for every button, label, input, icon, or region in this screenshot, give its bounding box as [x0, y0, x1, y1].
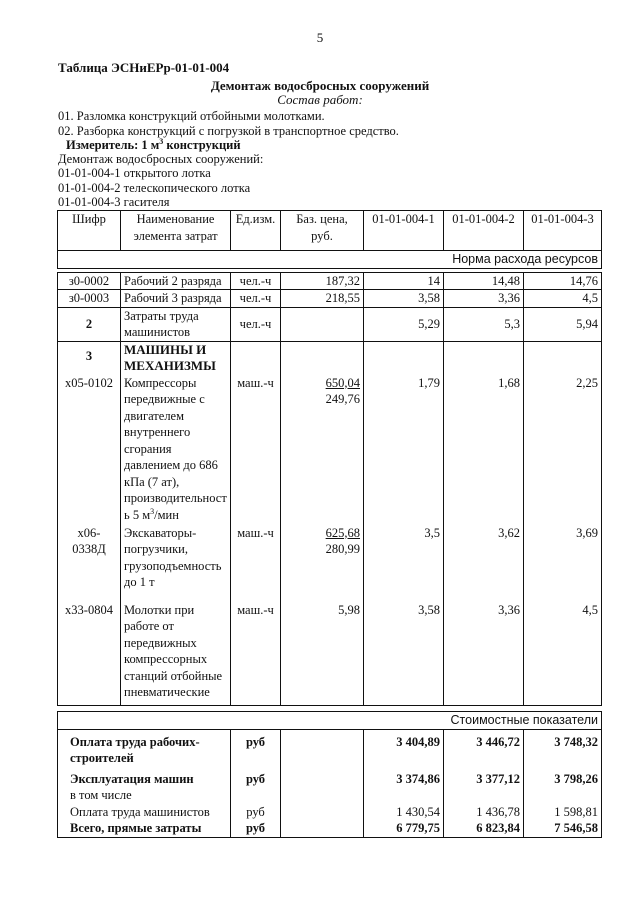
row-price: 218,55 [281, 290, 364, 308]
row-v1: 3,58 [364, 290, 444, 308]
header-unit: Ед.изм. [231, 211, 281, 251]
cost-machines-v3: 3 798,26 [524, 767, 602, 804]
cost-labor-v2: 3 446,72 [444, 729, 524, 767]
cost-machines-v1: 3 374,86 [364, 767, 444, 804]
header-price: Баз. цена, руб. [281, 211, 364, 251]
header-col1: 01-01-004-1 [364, 211, 444, 251]
cost-machinist-v1: 1 430,54 [364, 804, 444, 821]
table-row [58, 375, 602, 525]
cost-machinist-name: Оплата труда машинистов [58, 804, 231, 821]
machinist-unit: чел.-ч [231, 307, 281, 341]
header-row [58, 211, 602, 251]
row-v2: 3,36 [444, 290, 524, 308]
cost-total-v3: 7 546,58 [524, 820, 602, 837]
row-name: Рабочий 2 разряда [121, 272, 231, 290]
cost-total-name: Всего, прямые затраты [58, 820, 231, 837]
cost-row-labor [58, 729, 602, 767]
table-row [58, 290, 602, 308]
machinist-row [58, 307, 602, 341]
row-name: Рабочий 3 разряда [121, 290, 231, 308]
measure-line: Измеритель: 1 $м^3$ конструкций [66, 136, 241, 152]
row-code: х05-0102 [58, 375, 121, 525]
header-code: Шифр [58, 211, 121, 251]
cost-machinist-unit: руб [231, 804, 281, 821]
note-resources: Норма расхода ресурсов [58, 251, 602, 269]
row-unit: чел.-ч [231, 290, 281, 308]
row-v2: 14,48 [444, 272, 524, 290]
cost-machines-v2: 3 377,12 [444, 767, 524, 804]
table-row [58, 525, 602, 602]
row-code: х06-0338Д [58, 525, 121, 602]
work-item-2: 02. Разборка конструкций с погрузкой в транспортное средство. [58, 124, 399, 138]
table-row [58, 602, 602, 706]
row-code: з0-0003 [58, 290, 121, 308]
cost-labor-name: Оплата труда рабочих- строителей [58, 729, 231, 767]
variant-2: 01-01-004-2 телескопического лотка [58, 181, 251, 195]
row-v1: 14 [364, 272, 444, 290]
row-price: 625,68 280,99 [281, 525, 364, 602]
subheading: Состав работ: [277, 92, 363, 107]
machinist-v2: 5,3 [444, 307, 524, 341]
variant-3: 01-01-004-3 гасителя [58, 195, 170, 209]
row-name: Молотки при работе от передвижных компрессорных станций отбойные пневматические [121, 602, 231, 706]
row-price: 187,32 [281, 272, 364, 290]
row-unit: маш.-ч [231, 602, 281, 706]
row-v1: 3,5 [364, 525, 444, 602]
row-unit: чел.-ч [231, 272, 281, 290]
cost-total-v1: 6 779,75 [364, 820, 444, 837]
machines-section-row [58, 341, 602, 375]
cost-row-machinist [58, 804, 602, 821]
heading: Демонтаж водосбросных сооружений [210, 78, 430, 93]
cost-row-machines [58, 767, 602, 804]
cost-total-unit: руб [231, 820, 281, 837]
scope-label: Демонтаж водосбросных сооружений: [58, 152, 264, 166]
header-col2: 01-01-004-2 [444, 211, 524, 251]
cost-labor-v3: 3 748,32 [524, 729, 602, 767]
row-v3: 4,5 [524, 602, 602, 706]
row-code: з0-0002 [58, 272, 121, 290]
row-v2: 1,68 [444, 375, 524, 525]
row-name: Экскаваторы- погрузчики, грузоподъемность до 1 т [121, 525, 231, 602]
header-col3: 01-01-004-3 [524, 211, 602, 251]
row-price: 5,98 [281, 602, 364, 706]
machinist-v1: 5,29 [364, 307, 444, 341]
machinist-v3: 5,94 [524, 307, 602, 341]
machines-section-code: 3 [58, 341, 121, 375]
row-v3: 2,25 [524, 375, 602, 525]
machinist-code: 2 [58, 307, 121, 341]
cost-labor-unit: руб [231, 729, 281, 767]
cost-machinist-v2: 1 436,78 [444, 804, 524, 821]
machines-section-title: МАШИНЫ И МЕХАНИЗМЫ [121, 341, 231, 375]
row-v2: 3,62 [444, 525, 524, 602]
note-costs: Стоимостные показатели [58, 712, 602, 730]
note-resources-row [58, 251, 602, 269]
machinist-name: Затраты труда машинистов [121, 307, 231, 341]
row-v3: 14,76 [524, 272, 602, 290]
resource-table [57, 210, 602, 838]
table-title: Таблица ЭСНиЕРр-01-01-004 [58, 60, 230, 75]
cost-row-total [58, 820, 602, 837]
cost-machines-unit: руб [231, 767, 281, 804]
note-costs-row [58, 712, 602, 730]
row-price: 650,04 249,76 [281, 375, 364, 525]
cost-machinist-v3: 1 598,81 [524, 804, 602, 821]
row-v3: 3,69 [524, 525, 602, 602]
page-number: 5 [316, 30, 324, 45]
row-v1: 1,79 [364, 375, 444, 525]
row-v1: 3,58 [364, 602, 444, 706]
table-row [58, 272, 602, 290]
variant-1: 01-01-004-1 открытого лотка [58, 166, 211, 180]
work-item-1: 01. Разломка конструкций отбойными молотками. [58, 109, 325, 123]
row-unit: маш.-ч [231, 375, 281, 525]
row-code: х33-0804 [58, 602, 121, 706]
cost-total-v2: 6 823,84 [444, 820, 524, 837]
row-v3: 4,5 [524, 290, 602, 308]
row-name: Компрессоры передвижные с двигателем внутреннего сгорания давлением до 686 кПа (7 ат), производительност ь 5 $м^3$/мин [121, 375, 231, 525]
row-v2: 3,36 [444, 602, 524, 706]
header-name: Наименование элемента затрат [121, 211, 231, 251]
cost-labor-v1: 3 404,89 [364, 729, 444, 767]
row-unit: маш.-ч [231, 525, 281, 602]
cost-machines-name: Эксплуатация машин в том числе [58, 767, 231, 804]
